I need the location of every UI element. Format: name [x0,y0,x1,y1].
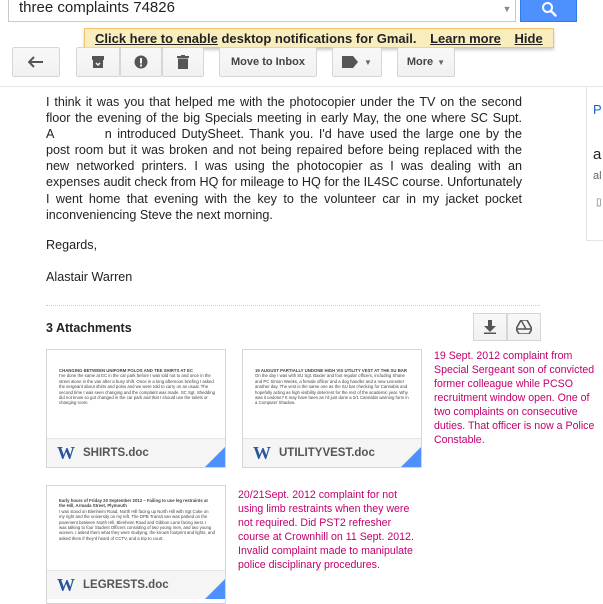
attachment-card-utilityvest[interactable] [242,349,422,468]
search-options-dropdown-icon[interactable]: ▼ [502,4,512,14]
attachment-card-legrests[interactable] [46,485,226,604]
attachment-corner-fold-icon [205,447,225,467]
download-icon [484,320,496,334]
right-panel-divider [586,240,603,241]
download-all-button[interactable] [473,313,507,341]
attachment-card-shirts[interactable] [46,349,226,468]
search-bar [0,0,603,26]
move-to-inbox-button[interactable]: Move to Inbox [219,47,317,77]
google-drive-icon [516,320,532,334]
attachment-preview-heading: 19 AUGUST PARTIALLY UNDONE HIGH VIS UTILITY VEST AT THE SU BAR [255,368,407,373]
enable-notifications-link[interactable]: Click here to enable [95,31,218,46]
label-tag-icon [342,56,360,68]
word-doc-icon: W [57,442,75,463]
chevron-down-icon: ▼ [364,57,372,67]
desktop-notification-banner [84,28,554,48]
word-doc-icon: W [57,574,75,595]
delete-button[interactable] [162,47,204,77]
attachment-footer [47,570,225,599]
labels-button[interactable] [332,47,382,77]
attachments-title: 3 Attachments [46,321,132,335]
learn-more-link[interactable]: Learn more [430,31,501,46]
notification-text: desktop notifications for Gmail. [221,31,417,46]
attachment-preview-heading: Early hours of Friday 20 September 2012 – Failing to use leg restraints at the Hill, Armada Street, Plymouth [59,498,208,509]
hide-link[interactable]: Hide [514,31,543,46]
attachment-preview [243,350,421,434]
right-panel-doc-icon[interactable]: ▯ [596,197,602,208]
attachment-preview-body: I've done the same at EC in the car park before I was told not to and once in the street alone in the van after a busy shift. Once in a long afternoon briefing I asked the sergeant about shirts and polos and we were told to carry on as usual. The second time I was seen changing and the complaint was made. SC Sgt. Shedding did not know so got changed in the car park and that I should use the toilets or changing room. [59,373,215,406]
right-panel-heading: a [593,146,602,163]
attachment-filename: SHIRTS.doc [83,447,149,459]
back-arrow-icon [28,56,44,68]
attachment-footer [243,438,421,467]
attachment-preview-body: On the day I was with SU Sgt. Baxter and foot regular officers, including Shane and PC Simon Weeks, a female officer and a dog handler and a new Leicester another day. The vest is the same one as the SU bar checking for Cannabis and hopefully acting as high visibility deterrent for the rest of the academic year. Why was it undone? It may have been as I'd just done a 2/1 Cannabis warning form in a Computer Shadow. [255,373,409,406]
more-button[interactable] [397,47,455,77]
search-icon [541,1,557,17]
annotation-note-1: 19 Sept. 2012 complaint from Special Sergeant son of convicted former colleague while PCSO recruitment window open. One of two complaints on consecutive duties. That officer is now a Police Constable. [434,350,595,446]
attachment-preview-body: I was stood on Blenheim Road, North Hill facing up North Hill with Sgt Coke on my right and the university on my left. The DPB Transit van was parked on the pavement between North Hill, Blenheim Road and Gibbon Lane facing west. I was talking to four Student Officers consisting of two young men, and two young women. I asked them what they were studying, the known footprint and lights, and asked them if they'd heard of CCTV, and a trip to court. [59,508,215,541]
right-panel-link[interactable]: P [593,102,602,117]
message-body: I think it was you that helped me with the photocopier under the TV on the second floor the evening of the big Specials meeting in early May, the one where SC Supt. A n introduced DutySheet. Thank you. I'd have used the large one by the post room but it was broken and not being repaired before being replaced with the new networked printers. I was using the photocopier as I was dealing with an expenses audit check from HQ for mileage to HQ for the IL4SC course. Unfortunately I went home that evening with the key to the volunteer car in my jacket pocket inconveniencing Steve the next morning. [46,95,522,222]
trash-icon [177,55,189,69]
chevron-down-icon: ▼ [437,57,446,67]
annotation-note-2: 20/21Sept. 2012 complaint for not using limb restraints when they were not required. Did PST2 refresher course at Crownhill on 11 Sept. 2012. Invalid complaint made to manipulate police disciplinary procedures. [238,489,414,571]
archive-icon [91,55,105,69]
message-closing: Regards, [46,238,98,252]
attachment-filename: LEGRESTS.doc [83,579,169,591]
report-spam-button[interactable] [120,47,162,77]
attachment-corner-fold-icon [401,447,421,467]
right-panel-subtext: al [593,170,602,182]
attachment-corner-fold-icon [205,579,225,599]
attachment-preview [47,350,225,434]
attachment-preview-heading: CHANGING BETWEEN UNIFORM POLOS AND TEE SHIRTS AT EC [59,368,194,373]
save-to-drive-button[interactable] [507,313,541,341]
word-doc-icon: W [253,442,271,463]
more-button-label: More [406,56,434,68]
archive-button[interactable] [76,47,120,77]
search-input[interactable]: three complaints 74826 [8,0,516,22]
attachment-footer [47,438,225,467]
attachments-divider [46,305,540,306]
back-button[interactable] [12,47,60,77]
message-signature: Alastair Warren [46,270,133,284]
attachment-preview [47,486,225,570]
attachment-filename: UTILITYVEST.doc [279,447,375,459]
report-spam-icon [134,55,148,69]
toolbar-divider [0,86,603,87]
search-button[interactable] [520,0,577,22]
